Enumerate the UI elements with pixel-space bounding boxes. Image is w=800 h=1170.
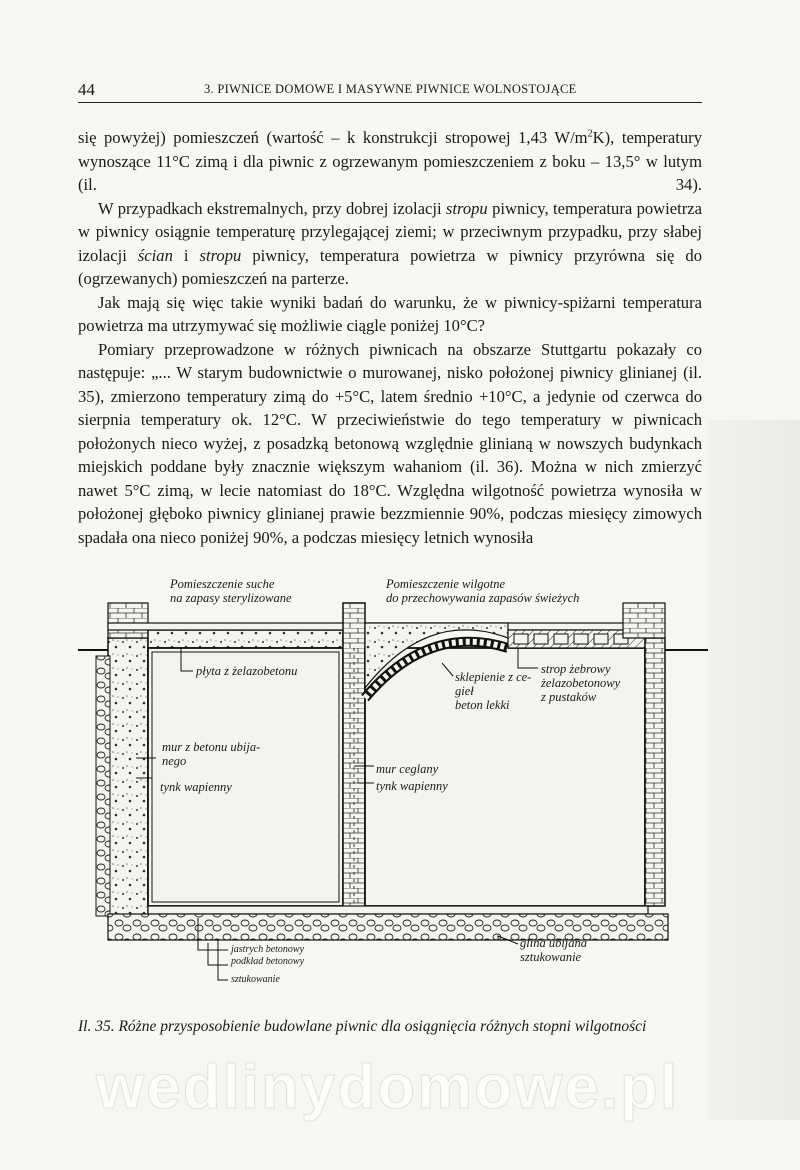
label-packed-clay: glina ubijana sztukowanie — [520, 936, 588, 964]
label-screed-layers: jastrych betonowy podkład betonowy — [231, 944, 305, 967]
paragraph-1: się powyżej) pomieszczeń (wartość – k konstrukcji stropowej 1,43 $W/m^2K$), temperatury wynoszące 11°C zimą i dla piwnic z ogrzewanym pomieszczeniem z boku – 13,5° w lutym (il. 34). — [78, 128, 702, 194]
bleed-through-shadow — [708, 420, 800, 1120]
label-wet-room: Pomieszczenie wilgotne do przechowywania zapasów świeżych — [386, 577, 580, 605]
right-upper-brick-wall — [623, 603, 665, 638]
running-head: 3. PIWNICE DOMOWE I MASYWNE PIWNICE WOLNOSTOJĄCE — [204, 82, 577, 96]
cellar-cross-section-figure — [78, 568, 708, 1008]
label-slab: płyta z żelazobetonu — [196, 664, 298, 678]
label-concrete-wall: mur z betonu ubija- nego — [162, 740, 261, 768]
concrete-screed — [148, 906, 648, 914]
page-header — [78, 80, 702, 103]
paragraph-3: Jak mają się więc takie wyniki badań do warunku, że w piwnicy-spiżarni temperatura powietrza ma utrzymywać się możliwie ciągle poniżej 10°C? — [78, 292, 702, 335]
label-sztukowanie-left: sztukowanie — [231, 974, 280, 985]
label-plaster-left: tynk wapienny — [160, 780, 232, 794]
left-earth-backfill — [96, 656, 110, 916]
paragraph-2: W przypadkach ekstremalnych, przy dobrej izolacji stropu piwnicy, temperatura powietrza w piwnicy osiągnie temperaturę przylegającej ziemi; w przeciwnym przypadku, przy słabej izolacji ścian i stropu piwnicy, temperatura powietrza w piwnicy przyrówna się do (ogrzewanych) pomieszczeń na parterze. — [78, 198, 702, 288]
body-text — [78, 126, 702, 549]
left-upper-brick-wall — [108, 603, 148, 638]
right-brick-wall — [645, 638, 665, 906]
dry-room-interior — [148, 648, 343, 906]
watermark: wedlinydomowe.pl — [96, 1053, 680, 1122]
reinforced-slab — [148, 630, 343, 648]
page-number: 44 — [78, 80, 95, 99]
label-vault: sklepienie z ce- gieł beton lekki — [455, 670, 532, 712]
paragraph-4: Pomiary przeprowadzone w różnych piwnicach na obszarze Stuttgartu pokazały co następuje: „... W starym budownictwie o murowanej, nisko położonej piwnicy glinianej (il. 35), zmierzono temperatury zimą do +5°C, latem średnio +10°C, a jedynie od czerwca do sierpnia temperatury ok. 12°C. W przeciwieństwie do tego temperatury w piwnicach położonych nieco wyżej, z posadzką betonową względnie glinianą w nowszych budynkach miejskich poddane były znacznie większym wahaniom (il. 36). Można w nich zmierzyć nawet 5°C zimą, w lecie natomiast do 18°C. Względna wilgotność powietrza wynosiła w położonej głęboko piwnicy glinianej prawie bezzmiennie 90%, podczas miesięcy zimowych spadała ona nieco poniżej 90%, a podczas miesięcy letnich wynosiła — [78, 339, 702, 547]
figure-caption: Il. 35. Różne przysposobienie budowlane piwnic dla osiągnięcia różnych stopni wilgotności — [78, 1018, 647, 1035]
label-dry-room: Pomieszczenie suche na zapasy sterylizowane — [170, 577, 292, 605]
label-brick-wall: mur ceglany — [376, 762, 439, 776]
label-plaster-right: tynk wapienny — [376, 779, 448, 793]
label-ribbed-ceiling: strop żebrowy żelazobetonowy z pustaków — [541, 662, 621, 704]
